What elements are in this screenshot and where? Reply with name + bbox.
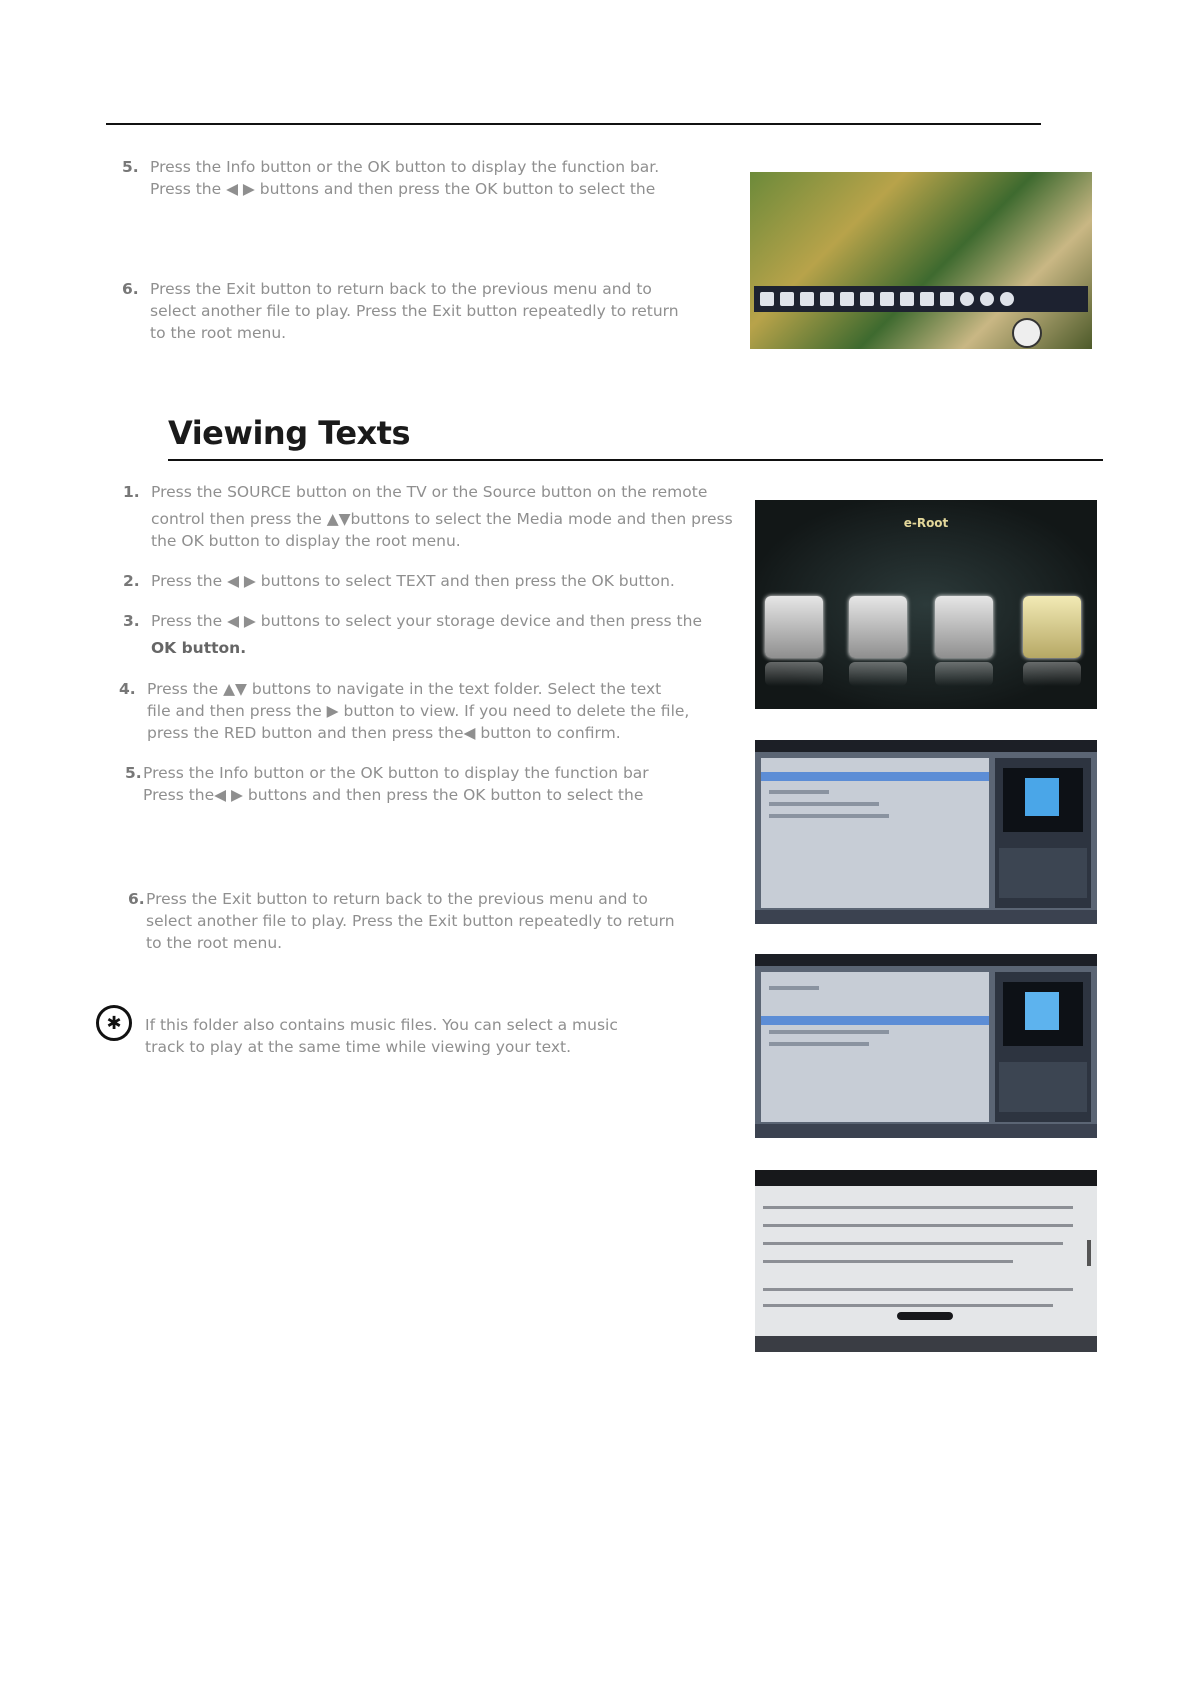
step-line: file and then press the ▶ button to view. If you need to delete the file, [147,702,690,720]
text-viewer-screenshot [755,1170,1097,1352]
step-line: to the root menu. [146,934,283,952]
step-line: Press the Exit button to return back to the previous menu and to [146,890,648,908]
step-6 [128,888,675,954]
step-line: Press the ◀ ▶ buttons and then press the OK button to select the [150,180,656,198]
step-number: 6. [122,280,139,298]
top-rule [106,123,1041,125]
step-line: select another file to play. Press the Exit button repeatedly to return [150,302,679,320]
tip-line: track to play at the same time while viewing your text. [145,1038,572,1056]
step-line: Press the ◀ ▶ buttons to select TEXT and then press the OK button. [151,572,675,590]
function-bar [754,286,1088,312]
step-line: Press the Info button or the OK button to display the function bar [143,764,649,782]
step-number: 2. [123,572,140,590]
step-number: 5. [122,158,139,176]
step-line: to the root menu. [150,324,287,342]
step-4 [119,678,690,744]
section-rule [168,459,1103,461]
step-line: OK button. [151,639,247,657]
step-number: 4. [119,680,136,698]
step-line: Press the ▲▼ buttons to navigate in the text folder. Select the text [147,680,662,698]
step-line: the OK button to display the root menu. [151,532,461,550]
step-1 [123,481,733,552]
tip-note [145,1014,618,1058]
preview-pane [995,972,1091,1122]
step-line: control then press the ▲▼buttons to select the Media mode and then press [151,510,733,528]
step-number: 1. [123,483,140,501]
section-title: Viewing Texts [168,414,410,452]
preview-pane [995,758,1091,908]
step-2 [123,570,675,592]
photo-tile-icon [765,596,823,658]
text-tile-icon [1023,596,1081,658]
step-3 [123,610,702,659]
root-menu-title: e-Root [903,516,949,530]
text-folder-screenshot [755,740,1097,924]
step-line: Press the SOURCE button on the TV or the Source button on the remote [151,483,708,501]
tip-line: If this folder also contains music files. You can select a music [145,1016,618,1034]
photo-playback-screenshot [750,172,1092,349]
step-number: 3. [123,612,140,630]
step-line: select another file to play. Press the Exit button repeatedly to return [146,912,675,930]
step-line: Press the ◀ ▶ buttons to select your storage device and then press the [151,612,702,630]
soccer-ball-icon [1012,318,1042,348]
step-line: Press the◀ ▶ buttons and then press the OK button to select the [143,786,644,804]
step-number: 5. [125,764,142,782]
top-step-5 [122,156,660,200]
root-menu-screenshot [755,500,1097,709]
file-select-screenshot [755,954,1097,1138]
step-number: 6. [128,890,145,908]
step-line: Press the Info button or the OK button to display the function bar. [150,158,660,176]
file-list [761,972,989,1122]
step-line: press the RED button and then press the◀ button to confirm. [147,724,621,742]
file-list [761,758,989,908]
step-5 [125,762,649,806]
step-line: Press the Exit button to return back to the previous menu and to [150,280,652,298]
text-file-icon [1025,992,1059,1030]
top-step-6 [122,278,679,344]
movie-tile-icon [935,596,993,658]
tip-icon: ✱ [96,1005,132,1041]
music-tile-icon [849,596,907,658]
text-file-icon [1025,778,1059,816]
